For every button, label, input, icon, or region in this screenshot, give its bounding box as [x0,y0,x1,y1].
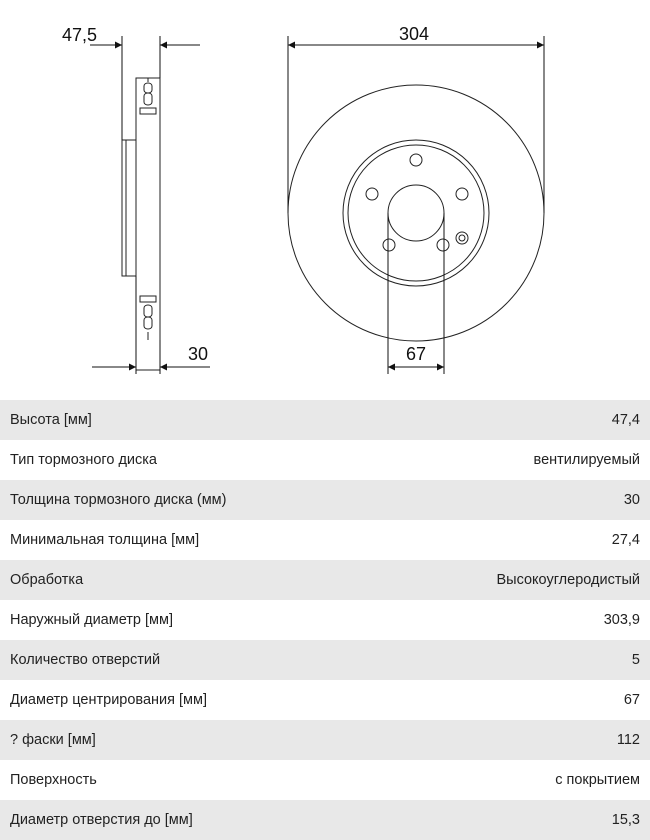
spec-value: 30 [623,492,640,508]
spec-value: 303,9 [603,612,640,628]
spec-value: 67 [623,692,640,708]
spec-value: с покрытием [555,772,640,788]
hat-outer-circle [343,140,489,286]
spec-row [0,440,650,480]
hat-inner-circle [348,145,484,281]
locating-hole [456,232,468,244]
spec-label: Толщина тормозного диска (мм) [10,492,227,508]
outer-disc-circle [288,85,544,341]
spec-value: 5 [631,652,640,668]
spec-row [0,400,650,440]
spec-value: Высокоуглеродистый [496,572,640,588]
spec-row [0,760,650,800]
spec-row [0,600,650,640]
spec-label: Высота [мм] [10,412,92,428]
bolt-hole-3 [437,239,449,251]
side-view [122,78,160,370]
spec-label: Поверхность [10,772,97,788]
spec-value: 15,3 [611,812,640,828]
spec-row [0,720,650,760]
dimension-height-label: 47,5 [62,25,98,45]
dimension-diameter-label: 304 [399,24,430,44]
spec-value: 27,4 [611,532,640,548]
front-view [288,85,544,341]
dimension-center-label: 67 [406,344,427,364]
center-bore-circle [388,185,444,241]
spec-value: 47,4 [611,412,640,428]
bolt-hole-5 [366,188,378,200]
spec-value: вентилируемый [533,452,640,468]
spec-label: Обработка [10,572,84,588]
spec-label: Диаметр центрирования [мм] [10,692,208,708]
spec-label: Тип тормозного диска [10,452,157,468]
spec-label: Количество отверстий [10,652,161,668]
brake-disc-drawing [0,0,650,400]
dimension-diameter [288,36,544,213]
locating-hole-inner [459,235,465,241]
bolt-hole-1 [410,154,422,166]
spec-row [0,800,650,840]
bolt-hole-2 [456,188,468,200]
specs-table [0,400,650,840]
spec-label: ? фаски [мм] [10,732,96,748]
spec-label: Минимальная толщина [мм] [10,532,200,548]
spec-row [0,560,650,600]
bolt-hole-4 [383,239,395,251]
spec-value: 112 [616,732,640,748]
spec-row [0,520,650,560]
spec-row [0,640,650,680]
spec-row [0,680,650,720]
spec-label: Диаметр отверстия до [мм] [10,812,193,828]
dimension-thickness-label: 30 [188,344,209,364]
spec-row [0,480,650,520]
spec-label: Наружный диаметр [мм] [10,612,174,628]
